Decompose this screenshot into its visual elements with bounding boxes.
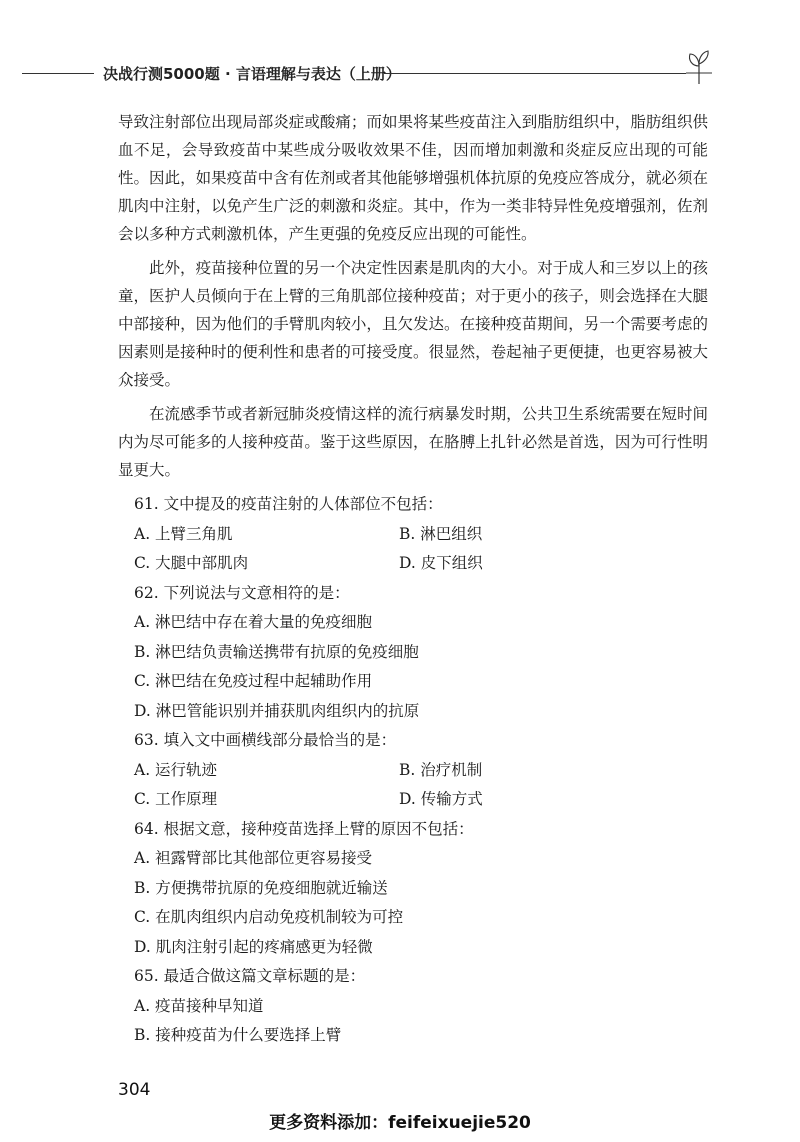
option-b: B. 淋巴组织	[399, 524, 483, 543]
paragraph: 在流感季节或者新冠肺炎疫情这样的流行病暴发时期，公共卫生系统需要在短时间内为尽可能多的人接种疫苗。鉴于这些原因，在胳膊上扎针必然是首选，因为可行性明显更大。	[118, 405, 708, 479]
option-a: A. 淋巴结中存在着大量的免疫细胞	[134, 613, 373, 631]
option-row	[134, 785, 694, 815]
option-b: B. 方便携带抗原的免疫细胞就近输送	[134, 878, 388, 897]
option-a: A. 袒露臂部比其他部位更容易接受	[134, 849, 373, 867]
question-stem: 64. 根据文意，接种疫苗选择上臂的原因不包括：	[134, 819, 474, 838]
footer-note: 更多资料添加：feifeixuejie520	[269, 1113, 531, 1133]
sprout-icon	[684, 46, 714, 86]
option-c: C. 工作原理	[134, 790, 218, 808]
option-row	[134, 756, 694, 786]
header-rule-right	[384, 73, 686, 74]
question-stem: 62. 下列说法与文意相符的是：	[134, 583, 350, 602]
option-a: A. 疫苗接种早知道	[134, 996, 264, 1015]
running-header	[0, 60, 800, 88]
book-title: 决战行测5000题 · 言语理解与表达（上册）	[103, 65, 401, 83]
option-d: D. 传输方式	[399, 790, 483, 808]
paragraph: 此外，疫苗接种位置的另一个决定性因素是肌肉的大小。对于成人和三岁以上的孩童，医护人员倾向于在上臂的三角肌部位接种疫苗；对于更小的孩子，则会选择在大腿中部接种，因为他们的手臂肌肉较小，且欠发达。在接种疫苗期间，另一个需要考虑的因素则是接种时的便利性和患者的可接受度。很显然，卷起袖子更便捷，也更容易被大众接受。	[118, 259, 708, 389]
option-c: C. 淋巴结在免疫过程中起辅助作用	[134, 672, 373, 690]
option-b: B. 接种疫苗为什么要选择上臂	[134, 1026, 342, 1044]
option-row	[134, 520, 694, 550]
option-c: C. 大腿中部肌肉	[134, 554, 249, 572]
option-c: C. 在肌肉组织内启动免疫机制较为可控	[134, 908, 404, 926]
option-d: D. 肌肉注射引起的疼痛感更为轻微	[134, 937, 373, 956]
question-list	[134, 490, 694, 1051]
option-d: D. 淋巴管能识别并捕获肌肉组织内的抗原	[134, 701, 420, 720]
option-b: B. 治疗机制	[399, 760, 483, 779]
option-b: B. 淋巴结负责输送携带有抗原的免疫细胞	[134, 642, 419, 661]
question-stem: 61. 文中提及的疫苗注射的人体部位不包括：	[134, 495, 443, 513]
option-row	[134, 549, 694, 579]
question-stem: 63. 填入文中画横线部分最恰当的是：	[134, 731, 397, 749]
question-stem: 65. 最适合做这篇文章标题的是：	[134, 967, 366, 985]
option-a: A. 运行轨迹	[134, 760, 218, 779]
article-body	[118, 108, 708, 484]
paragraph: 导致注射部位出现局部炎症或酸痛；而如果将某些疫苗注入到脂肪组织中，脂肪组织供血不足，会导致疫苗中某些成分吸收效果不佳，因而增加刺激和炎症反应出现的可能性。因此，如果疫苗中含有佐剂或者其他能够增强机体抗原的免疫应答成分，就必须在肌肉中注射，以免产生广泛的刺激和炎症。其中，作为一类非特异性免疫增强剂，佐剂会以多种方式刺激机体，产生更强的免疫反应出现的可能性。	[118, 113, 708, 243]
page-number: 304	[118, 1080, 151, 1100]
header-rule-left	[22, 73, 94, 74]
option-d: D. 皮下组织	[399, 554, 483, 572]
option-a: A. 上臂三角肌	[134, 524, 233, 543]
